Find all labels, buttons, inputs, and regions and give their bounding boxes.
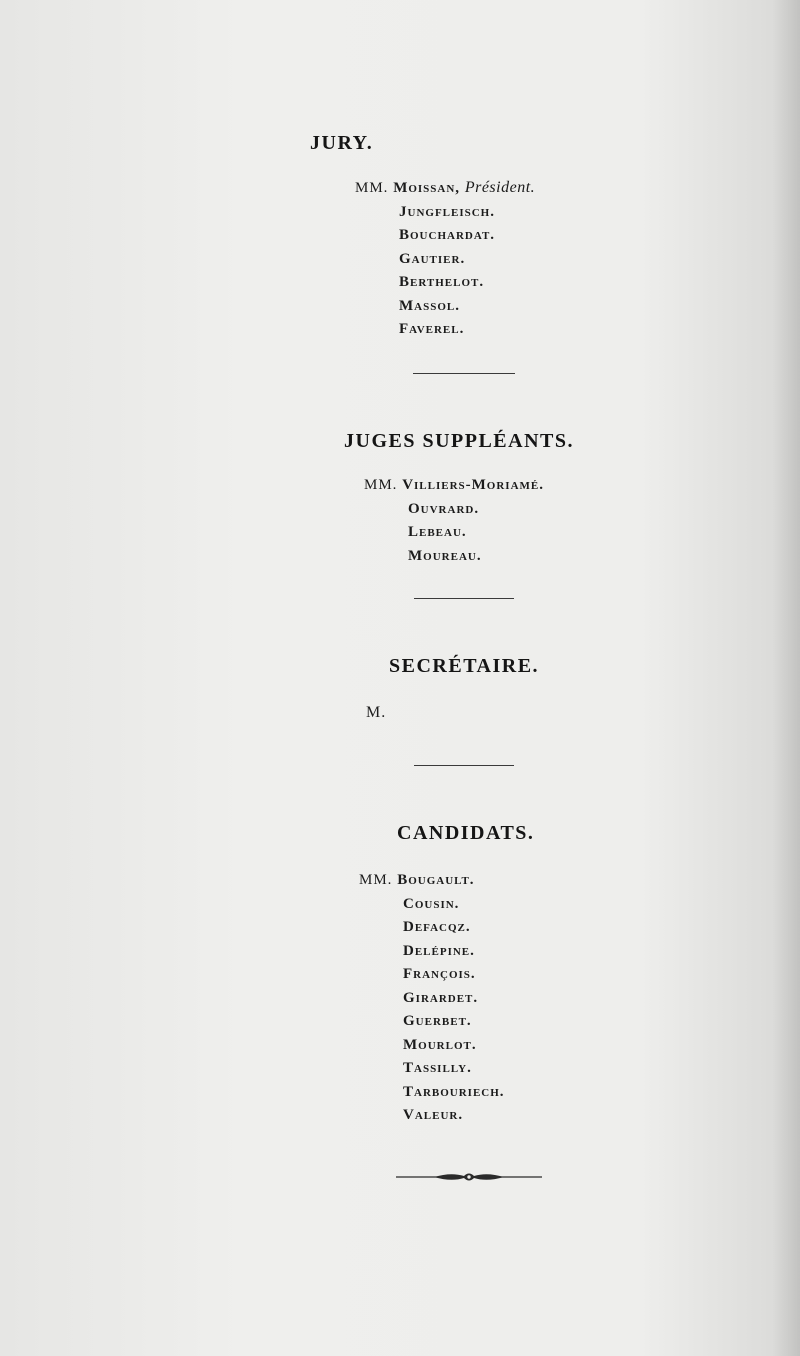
candidats-heading: CANDIDATS. bbox=[397, 822, 535, 844]
candidat: Cousin. bbox=[403, 895, 460, 912]
jury-president-name: Moissan, bbox=[393, 180, 461, 196]
page-edge-shadow bbox=[772, 0, 800, 1356]
end-ornament bbox=[396, 1168, 542, 1186]
juges-suppleants-member: Moureau. bbox=[408, 547, 482, 564]
candidat: Mourlot. bbox=[403, 1036, 477, 1053]
candidats-first-line bbox=[359, 869, 505, 893]
jury-president-title: Président. bbox=[464, 179, 536, 196]
jury-member: Berthelot. bbox=[399, 274, 485, 290]
candidat: Guerbet. bbox=[403, 1013, 472, 1029]
jury-list bbox=[355, 176, 535, 342]
jury-member: Gautier. bbox=[399, 250, 466, 267]
candidat: Delépine. bbox=[403, 942, 475, 959]
juges-suppleants-prefix: MM. bbox=[364, 477, 398, 493]
section-divider bbox=[414, 765, 514, 766]
jury-president-line bbox=[355, 176, 535, 201]
candidat: Valeur. bbox=[403, 1107, 464, 1123]
jury-member: Bouchardat. bbox=[399, 227, 496, 243]
juges-suppleants-member: Ouvrard. bbox=[408, 500, 480, 517]
juges-suppleants-list bbox=[364, 474, 544, 568]
jury-prefix: MM. bbox=[355, 180, 389, 196]
jury-heading: JURY. bbox=[310, 132, 374, 154]
candidat: Defacqz. bbox=[403, 919, 471, 935]
secretaire-prefix: M. bbox=[366, 704, 387, 721]
candidat: Bougault. bbox=[397, 872, 475, 888]
candidat: Tassilly. bbox=[403, 1060, 472, 1076]
section-divider bbox=[413, 373, 515, 374]
juges-suppleants-heading: JUGES SUPPLÉANTS. bbox=[344, 430, 574, 452]
candidats-list bbox=[359, 869, 505, 1128]
candidat: Girardet. bbox=[403, 989, 479, 1006]
candidats-prefix: MM. bbox=[359, 872, 393, 888]
secretaire-heading: SECRÉTAIRE. bbox=[389, 655, 540, 677]
jury-member: Faverel. bbox=[399, 321, 465, 337]
juges-suppleants-member: Lebeau. bbox=[408, 524, 467, 540]
jury-member: Massol. bbox=[399, 297, 460, 314]
section-divider bbox=[414, 598, 514, 599]
juges-suppleants-first-line bbox=[364, 474, 544, 498]
candidat: François. bbox=[403, 966, 476, 982]
jury-member: Jungfleisch. bbox=[399, 203, 495, 220]
candidat: Tarbouriech. bbox=[403, 1083, 505, 1100]
juges-suppleants-member: Villiers-Moriamé. bbox=[402, 477, 545, 493]
